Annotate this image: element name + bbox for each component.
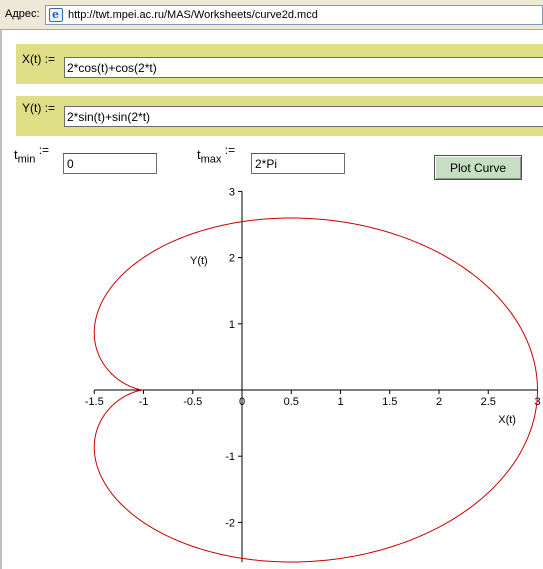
y-axis-label: Y(t) [190, 255, 208, 268]
y-tick-label: 1 [228, 318, 235, 331]
x-tick-label: 2.5 [480, 396, 496, 408]
tmin-label: $t_{min}$ := [14, 143, 50, 166]
ie-page-icon: e [49, 8, 63, 22]
tmax-label: $t_{max}$ := [197, 143, 236, 166]
address-url: http://twt.mpei.ac.ru/MAS/Worksheets/curve2d.mcd [68, 9, 318, 21]
x-formula-label: X(t) := [22, 52, 56, 66]
x-tick-label: 1.5 [382, 396, 398, 408]
x-tick-label: 1 [337, 396, 344, 408]
y-tick-label: -2 [225, 517, 235, 530]
x-tick-label: -1 [138, 396, 149, 408]
y-tick-label: -1 [225, 451, 235, 464]
x-axis-label: X(t) [498, 414, 516, 426]
x-tick-label: 0 [238, 396, 246, 408]
y-tick-label: 3 [228, 186, 235, 199]
plot-curve-button[interactable]: Plot Curve [434, 155, 522, 180]
x-tick-label: -1.5 [84, 396, 104, 408]
plot-ticks [85, 186, 541, 529]
x-tick-label: -0.5 [183, 396, 203, 408]
x-tick-label: 0.5 [283, 396, 299, 408]
y-formula-label: Y(t) := [22, 101, 56, 115]
y-tick-label: 2 [228, 252, 235, 265]
address-label: Адрес: [5, 8, 40, 20]
x-tick-label: 3 [534, 396, 541, 408]
x-tick-label: 2 [435, 396, 443, 408]
